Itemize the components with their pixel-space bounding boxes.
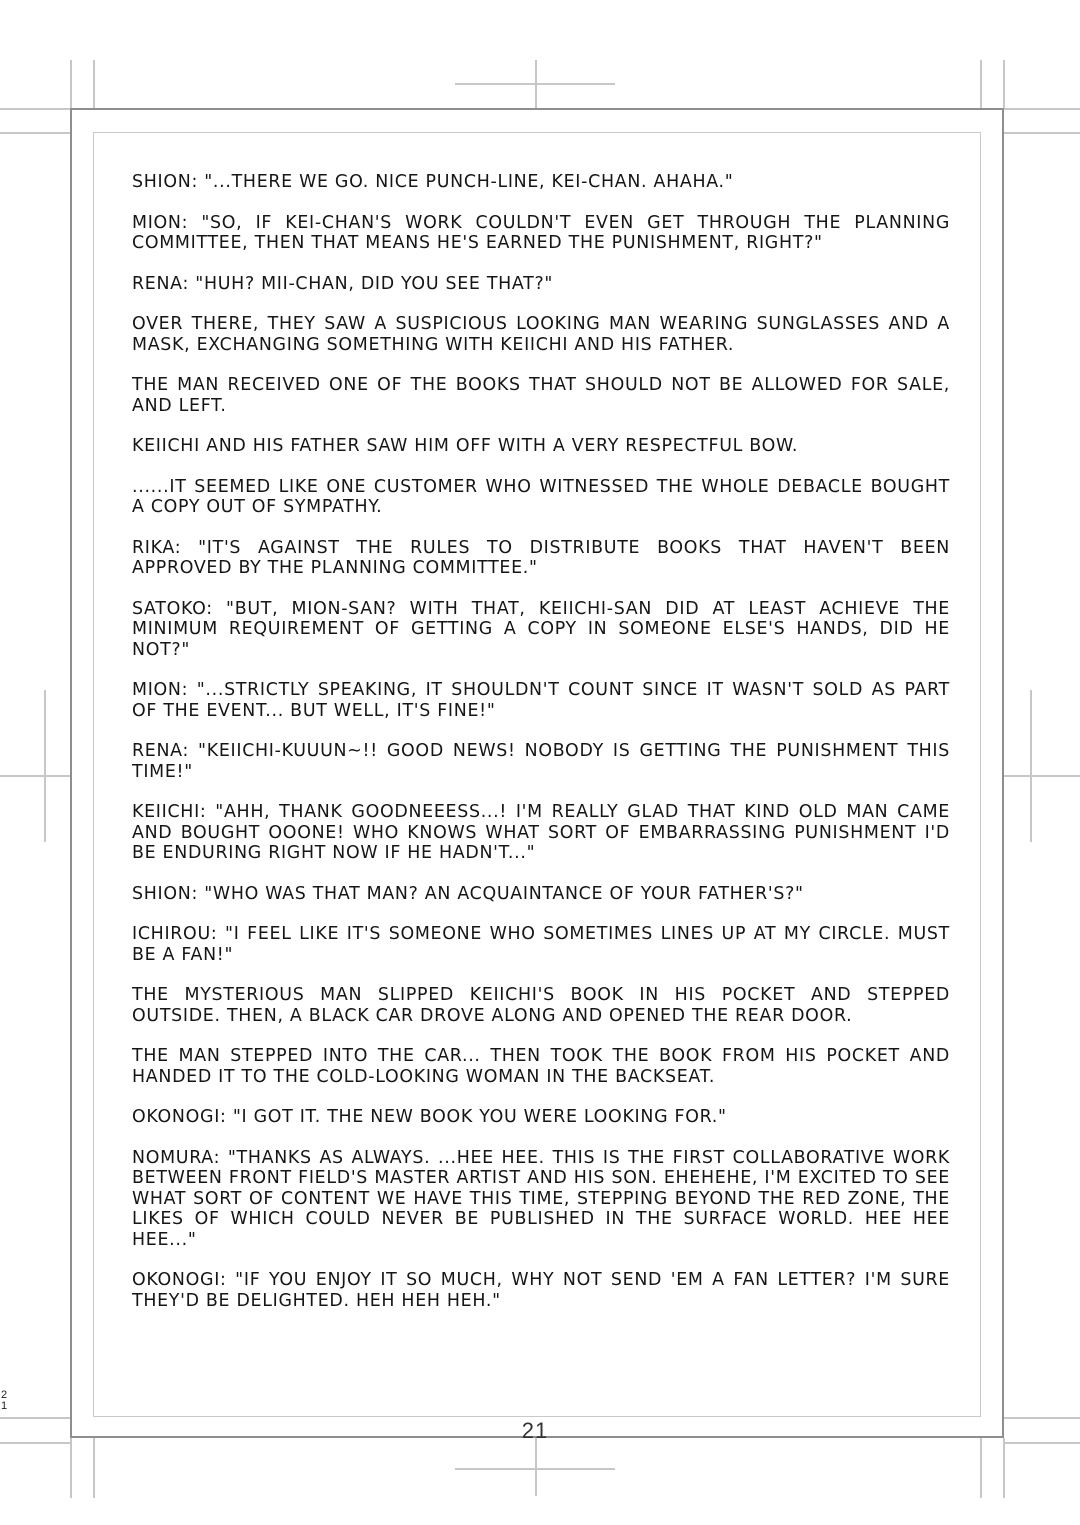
paragraph: OKONOGI: "IF YOU ENJOY IT SO MUCH, WHY NOT SEND 'EM A FAN LETTER? I'M SURE THEY'D BE DELIGHTED. HEH HEH HEH." xyxy=(132,1270,950,1311)
crop-mark xyxy=(93,1438,95,1498)
crop-mark xyxy=(70,60,72,108)
crop-mark xyxy=(1003,1438,1005,1498)
paragraph: MION: "SO, IF KEI-CHAN'S WORK COULDN'T EVEN GET THROUGH THE PLANNING COMMITTEE, THEN THAT MEANS HE'S EARNED THE PUNISHMENT, RIGHT?" xyxy=(132,212,950,253)
paragraph: THE MAN STEPPED INTO THE CAR... THEN TOOK THE BOOK FROM HIS POCKET AND HANDED IT TO THE COLD-LOOKING WOMAN IN THE BACKSEAT. xyxy=(132,1046,950,1087)
crop-mark xyxy=(0,108,70,110)
crop-mark xyxy=(980,60,982,108)
paragraph: RENA: "HUH? MII-CHAN, DID YOU SEE THAT?" xyxy=(132,273,554,294)
paragraph: MION: "...STRICTLY SPEAKING, IT SHOULDN'T COUNT SINCE IT WASN'T SOLD AS PART OF THE EVENT... BUT WELL, IT'S FINE!" xyxy=(132,680,950,721)
paragraph: ICHIROU: "I FEEL LIKE IT'S SOMEONE WHO SOMETIMES LINES UP AT MY CIRCLE. MUST BE A FAN!" xyxy=(132,924,950,965)
paragraph: KEIICHI: "AHH, THANK GOODNEEESS...! I'M REALLY GLAD THAT KIND OLD MAN CAME AND BOUGHT OOONE! WHO KNOWS WHAT SORT OF EMBARRASSING PUNISHMENT I'D BE ENDURING RIGHT NOW IF HE HADN'T..." xyxy=(132,802,950,863)
page-number: 21 xyxy=(521,1418,549,1443)
crop-mark xyxy=(0,132,70,134)
crop-mark xyxy=(1004,108,1080,110)
paragraph: THE MAN RECEIVED ONE OF THE BOOKS THAT SHOULD NOT BE ALLOWED FOR SALE, AND LEFT. xyxy=(132,375,950,416)
edge-page-number: 2 1 xyxy=(1,1389,8,1412)
registration-mark xyxy=(1030,690,1032,842)
registration-mark xyxy=(535,1438,537,1496)
paragraph: SHION: "...THERE WE GO. NICE PUNCH-LINE, KEI-CHAN. AHAHA." xyxy=(132,172,734,192)
crop-mark xyxy=(70,1438,72,1498)
paragraph: RENA: "KEIICHI-KUUUN~!! GOOD NEWS! NOBODY IS GETTING THE PUNISHMENT THIS TIME!" xyxy=(132,741,950,782)
paragraph: RIKA: "IT'S AGAINST THE RULES TO DISTRIBUTE BOOKS THAT HAVEN'T BEEN APPROVED BY THE PLANNING COMMITTEE." xyxy=(132,537,950,578)
paragraph: NOMURA: "THANKS AS ALWAYS. ...HEE HEE. THIS IS THE FIRST COLLABORATIVE WORK BETWEEN FRONT FIELD'S MASTER ARTIST AND HIS SON. EHEHEHE, I'M EXCITED TO SEE WHAT SORT OF CONTENT WE HAVE THIS TIME, STEPPING BEYOND THE RED ZONE, THE LIKES OF WHICH COULD NEVER BE PUBLISHED IN THE SURFACE WORLD. HEE HEE HEE..." xyxy=(132,1147,950,1250)
paragraph: KEIICHI AND HIS FATHER SAW HIM OFF WITH A VERY RESPECTFUL BOW. xyxy=(132,436,799,456)
paragraph: SATOKO: "BUT, MION-SAN? WITH THAT, KEIICHI-SAN DID AT LEAST ACHIEVE THE MINIMUM REQUIREMENT OF GETTING A COPY IN SOMEONE ELSE'S HANDS, DID HE NOT?" xyxy=(132,598,950,660)
crop-mark xyxy=(980,1438,982,1498)
registration-mark xyxy=(1004,775,1080,777)
registration-mark xyxy=(0,775,70,777)
crop-mark xyxy=(1004,132,1080,134)
paragraph: OKONOGI: "I GOT IT. THE NEW BOOK YOU WERE LOOKING FOR." xyxy=(132,1107,727,1127)
crop-mark xyxy=(93,60,95,108)
paragraph: ......IT SEEMED LIKE ONE CUSTOMER WHO WITNESSED THE WHOLE DEBACLE BOUGHT A COPY OUT OF SYMPATHY. xyxy=(132,476,950,517)
registration-mark xyxy=(455,83,615,85)
page-body xyxy=(132,172,950,1331)
registration-mark xyxy=(455,1468,615,1470)
registration-mark xyxy=(44,690,46,842)
paragraph: THE MYSTERIOUS MAN SLIPPED KEIICHI'S BOOK IN HIS POCKET AND STEPPED OUTSIDE. THEN, A BLACK CAR DROVE ALONG AND OPENED THE REAR DOOR. xyxy=(132,985,950,1026)
paragraph: OVER THERE, THEY SAW A SUSPICIOUS LOOKING MAN WEARING SUNGLASSES AND A MASK, EXCHANGING SOMETHING WITH KEIICHI AND HIS FATHER. xyxy=(132,314,950,355)
crop-mark xyxy=(1003,60,1005,108)
paragraph: SHION: "WHO WAS THAT MAN? AN ACQUAINTANCE OF YOUR FATHER'S?" xyxy=(132,883,804,904)
